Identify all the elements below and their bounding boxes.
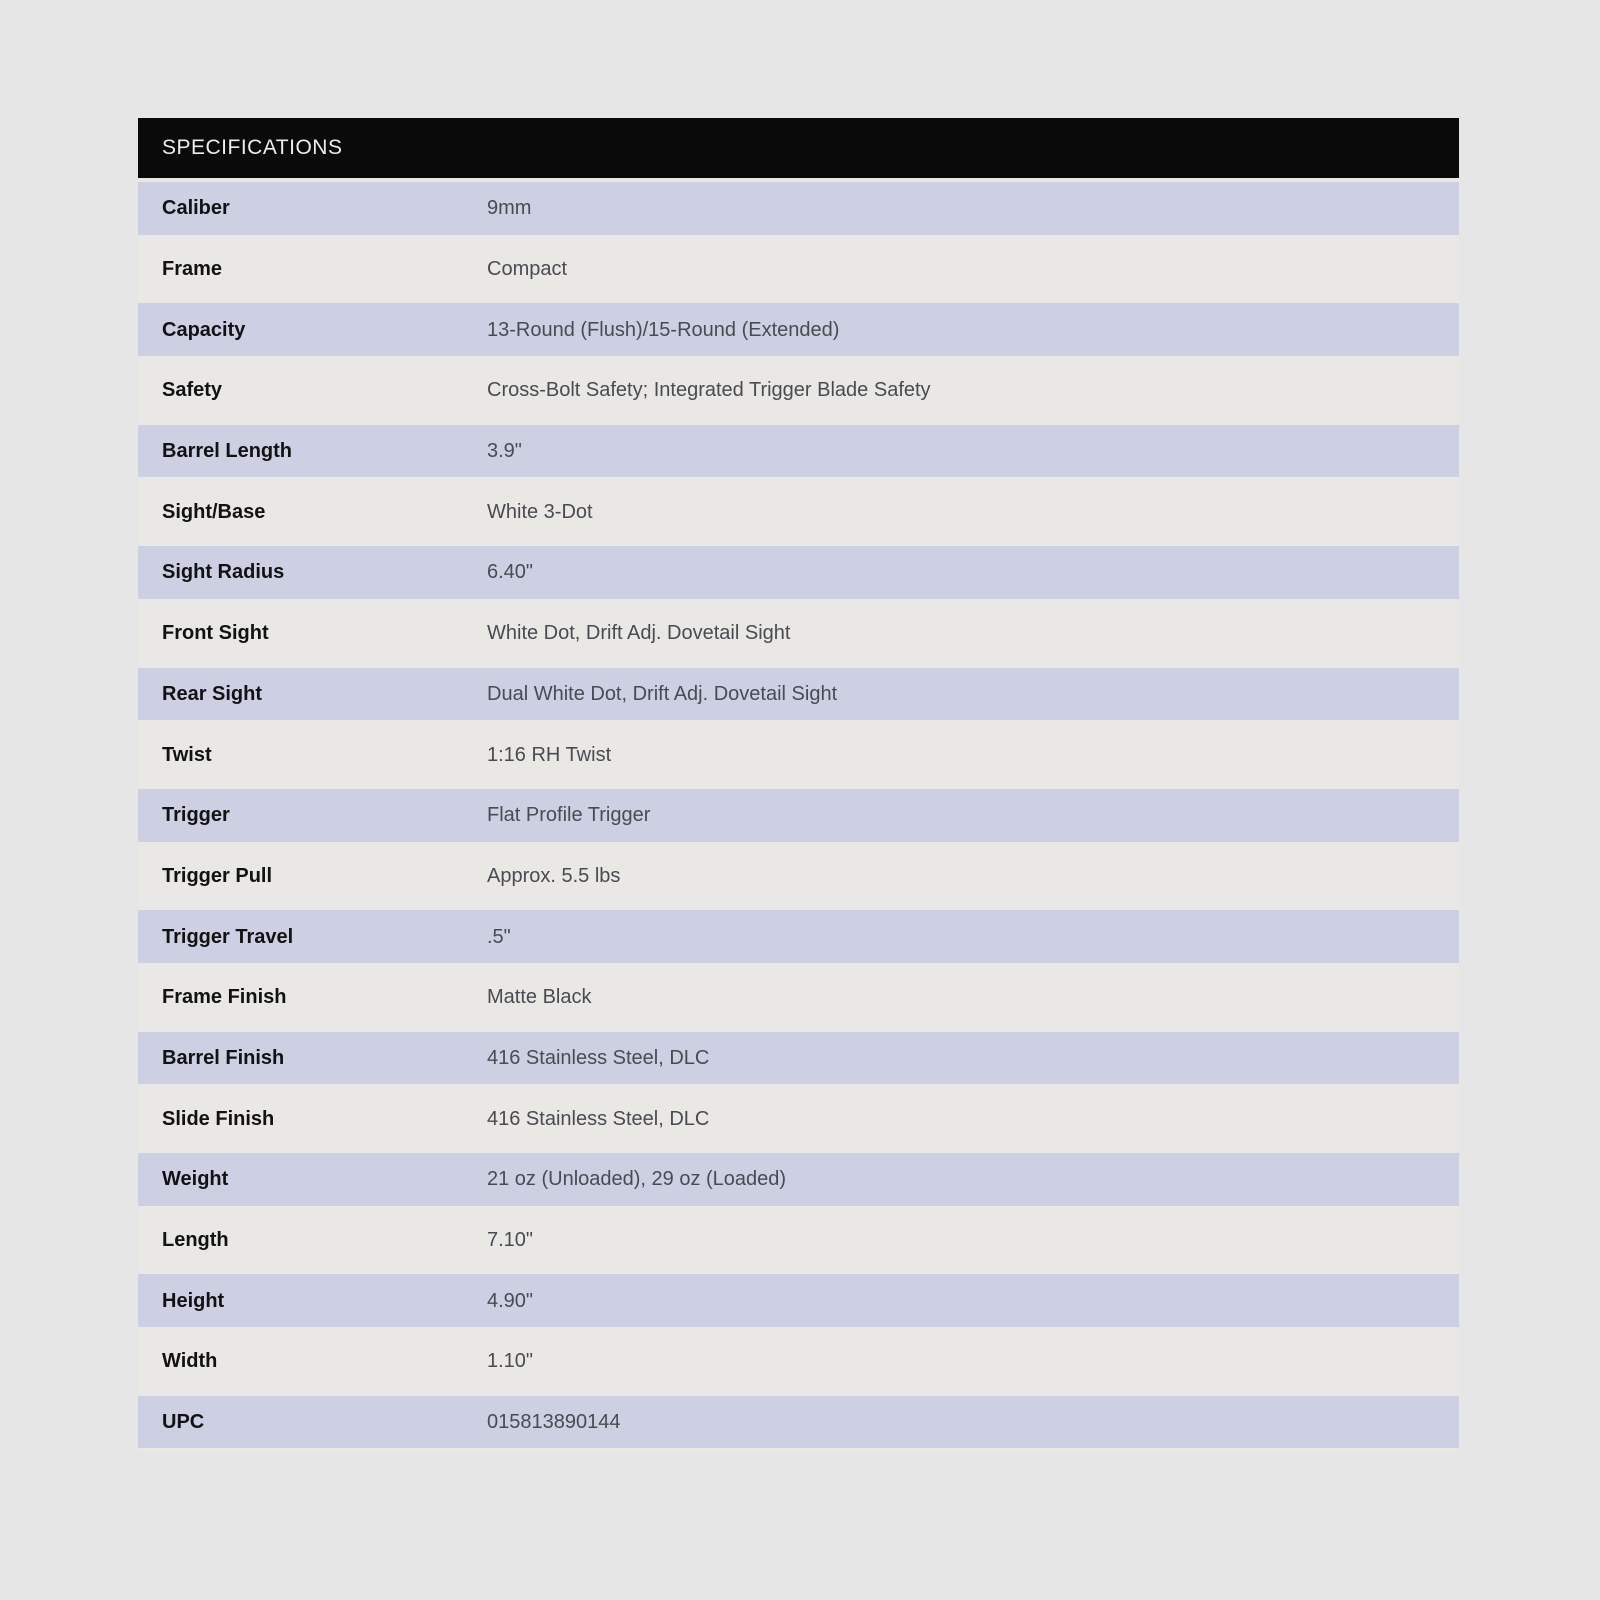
spec-label: Front Sight: [162, 622, 269, 645]
spec-value: 015813890144: [487, 1411, 621, 1434]
spec-value: 3.9": [487, 440, 522, 463]
spec-label: Capacity: [162, 318, 246, 341]
spec-value: 6.40": [487, 561, 534, 584]
spec-label: Safety: [162, 379, 223, 402]
spec-value: Cross-Bolt Safety; Integrated Trigger Blade Safety: [487, 379, 931, 402]
spec-label: Frame Finish: [162, 986, 287, 1009]
spec-row: [138, 1028, 1459, 1089]
spec-row: [138, 664, 1459, 725]
spec-row: [138, 1331, 1459, 1392]
spec-value: 4.90": [487, 1289, 534, 1312]
spec-row: [138, 299, 1459, 360]
spec-value: Matte Black: [487, 986, 592, 1009]
spec-value: White Dot, Drift Adj. Dovetail Sight: [487, 622, 791, 645]
spec-label: Barrel Length: [162, 440, 293, 463]
spec-label: Height: [162, 1289, 225, 1312]
spec-row: [138, 1088, 1459, 1149]
spec-rows: [138, 178, 1459, 1452]
spec-value: 1.10": [487, 1350, 534, 1373]
spec-value: 21 oz (Unloaded), 29 oz (Loaded): [487, 1168, 787, 1191]
spec-value: .5": [487, 925, 511, 948]
spec-label: Trigger: [162, 804, 230, 827]
spec-value: Dual White Dot, Drift Adj. Dovetail Sight: [487, 682, 838, 705]
spec-row: [138, 846, 1459, 907]
spec-value: 1:16 RH Twist: [487, 743, 612, 766]
spec-label: Sight Radius: [162, 561, 285, 584]
spec-row: [138, 906, 1459, 967]
spec-label: Sight/Base: [162, 500, 266, 523]
spec-table-header: [138, 118, 1459, 178]
spec-row: [138, 603, 1459, 664]
spec-row: [138, 1270, 1459, 1331]
spec-row: [138, 1392, 1459, 1453]
spec-row: [138, 421, 1459, 482]
spec-row: [138, 481, 1459, 542]
spec-row: [138, 724, 1459, 785]
spec-row: [138, 785, 1459, 846]
spec-row: [138, 178, 1459, 239]
spec-row: [138, 1210, 1459, 1271]
spec-row: [138, 239, 1459, 300]
spec-label: Barrel Finish: [162, 1046, 285, 1069]
spec-value: Approx. 5.5 lbs: [487, 864, 621, 887]
spec-label: Caliber: [162, 197, 230, 220]
spec-value: White 3-Dot: [487, 500, 593, 523]
spec-label: UPC: [162, 1411, 205, 1434]
spec-label: Twist: [162, 743, 212, 766]
spec-value: 13-Round (Flush)/15-Round (Extended): [487, 318, 840, 341]
spec-label: Width: [162, 1350, 218, 1373]
spec-label: Trigger Pull: [162, 864, 273, 887]
spec-label: Rear Sight: [162, 682, 263, 705]
spec-label: Trigger Travel: [162, 925, 294, 948]
spec-row: [138, 542, 1459, 603]
spec-value: Flat Profile Trigger: [487, 804, 651, 827]
spec-table-title: SPECIFICATIONS: [162, 136, 343, 159]
spec-row: [138, 360, 1459, 421]
spec-value: 7.10": [487, 1229, 534, 1252]
spec-value: 416 Stainless Steel, DLC: [487, 1107, 710, 1130]
spec-label: Slide Finish: [162, 1107, 275, 1130]
spec-value: 416 Stainless Steel, DLC: [487, 1046, 710, 1069]
spec-table: [138, 118, 1459, 1452]
spec-value: 9mm: [487, 197, 532, 220]
spec-value: Compact: [487, 258, 568, 281]
spec-label: Weight: [162, 1168, 229, 1191]
spec-row: [138, 967, 1459, 1028]
spec-label: Length: [162, 1229, 229, 1252]
spec-row: [138, 1149, 1459, 1210]
spec-label: Frame: [162, 258, 223, 281]
